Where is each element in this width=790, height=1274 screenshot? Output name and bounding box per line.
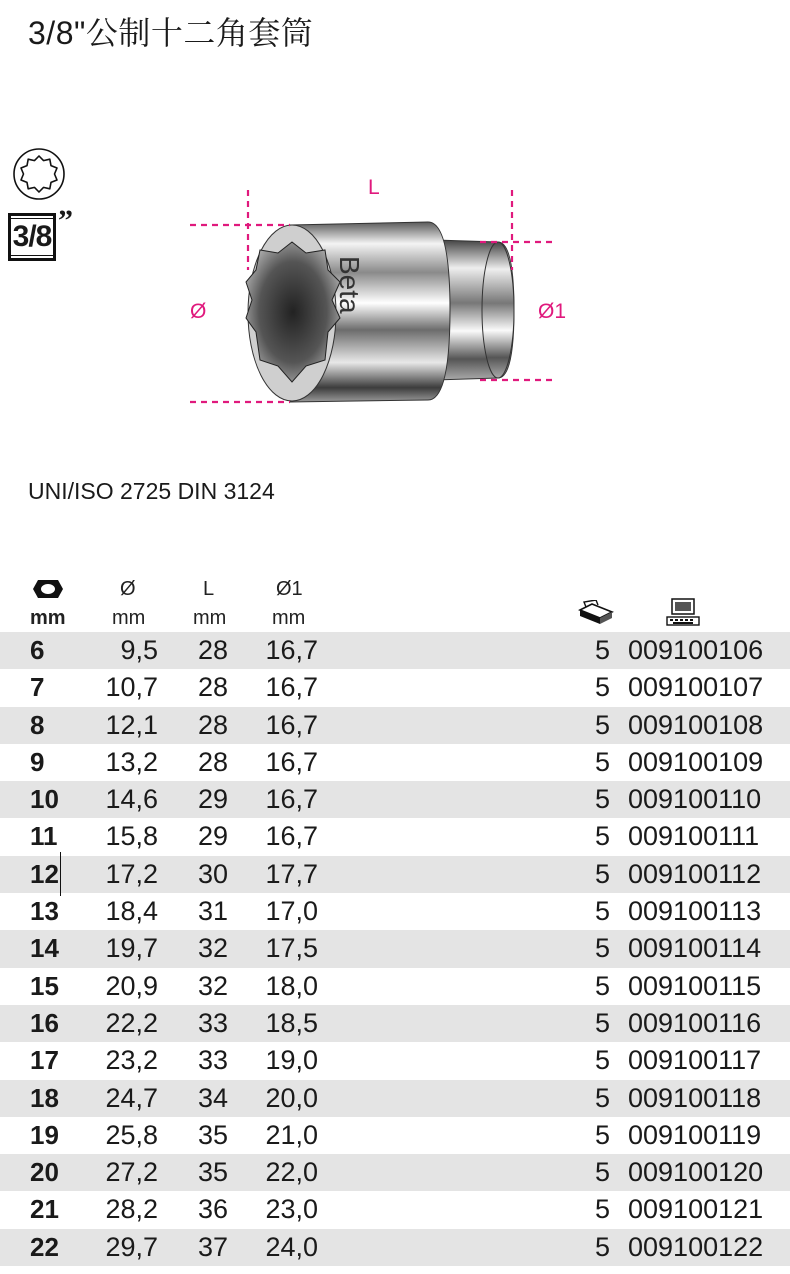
dimension-diameter1-label: Ø1 bbox=[538, 300, 567, 323]
quantity-cell: 5 bbox=[594, 1119, 610, 1150]
diameter-cell: 22,2 bbox=[105, 1007, 158, 1038]
diameter-cell: 18,4 bbox=[105, 896, 158, 927]
diameter1-cell: 17,5 bbox=[265, 933, 318, 964]
length-cell: 28 bbox=[197, 635, 228, 665]
socket-product-image bbox=[180, 170, 560, 420]
length-cell: 30 bbox=[197, 858, 228, 889]
article-code-cell: 009100116 bbox=[628, 1007, 762, 1038]
brand-text: Beta bbox=[334, 256, 365, 314]
diameter-cell: 9,5 bbox=[120, 635, 158, 665]
size-cell: 22 bbox=[30, 1231, 59, 1262]
diameter-cell: 17,2 bbox=[105, 858, 158, 889]
drive-size-badge bbox=[8, 213, 56, 261]
diameter1-cell: 17,7 bbox=[265, 858, 318, 889]
article-code-cell: 009100119 bbox=[628, 1119, 762, 1150]
diameter1-cell: 18,5 bbox=[265, 1007, 318, 1038]
length-cell: 28 bbox=[197, 746, 228, 777]
article-code-cell: 009100117 bbox=[628, 1045, 762, 1076]
standard-reference: UNI/ISO 2725 DIN 3124 bbox=[28, 478, 275, 504]
hex-nut-icon bbox=[32, 578, 64, 600]
package-box-icon bbox=[578, 600, 614, 626]
twelve-point-socket-icon bbox=[12, 147, 66, 201]
length-cell: 32 bbox=[197, 933, 228, 964]
quantity-cell: 5 bbox=[594, 784, 610, 815]
quantity-cell: 5 bbox=[594, 1082, 610, 1113]
quantity-cell: 5 bbox=[594, 1157, 610, 1188]
size-cell: 9 bbox=[30, 746, 45, 777]
quantity-cell: 5 bbox=[594, 933, 610, 964]
article-code-cell: 009100114 bbox=[628, 933, 762, 964]
length-cell: 35 bbox=[197, 1119, 228, 1150]
table-row bbox=[0, 744, 790, 781]
drive-size-label: 3/8 bbox=[10, 218, 55, 256]
length-cell: 33 bbox=[197, 1045, 228, 1076]
table-row bbox=[0, 1042, 790, 1079]
diameter-unit: mm bbox=[112, 607, 146, 629]
quantity-cell: 5 bbox=[594, 1194, 610, 1225]
computer-terminal-icon bbox=[666, 598, 700, 626]
diameter1-cell: 17,0 bbox=[265, 896, 318, 927]
length-cell: 36 bbox=[197, 1194, 228, 1225]
length-cell: 28 bbox=[197, 672, 228, 703]
length-cell: 33 bbox=[197, 1007, 228, 1038]
length-cell: 29 bbox=[197, 821, 228, 852]
length-cell: 29 bbox=[197, 784, 228, 815]
size-cell: 14 bbox=[30, 933, 59, 964]
table-row bbox=[0, 930, 790, 967]
diameter1-cell: 16,7 bbox=[265, 709, 318, 740]
size-cell: 10 bbox=[30, 784, 59, 815]
table-row bbox=[0, 669, 790, 706]
inch-mark: ” bbox=[58, 204, 73, 237]
diameter-cell: 12,1 bbox=[105, 709, 158, 740]
size-cell: 12 bbox=[30, 858, 59, 889]
size-cell: 7 bbox=[30, 672, 45, 703]
article-code-cell: 009100110 bbox=[628, 784, 762, 815]
length-cell: 32 bbox=[197, 970, 228, 1001]
table-row bbox=[0, 856, 790, 893]
socket-spec-table bbox=[0, 632, 790, 1266]
diameter1-cell: 16,7 bbox=[265, 746, 318, 777]
article-code-cell: 009100108 bbox=[628, 709, 764, 740]
table-row bbox=[0, 968, 790, 1005]
table-row bbox=[0, 781, 790, 818]
diameter1-cell: 16,7 bbox=[265, 672, 318, 703]
diameter1-cell: 21,0 bbox=[265, 1119, 318, 1150]
quantity-cell: 5 bbox=[594, 1045, 610, 1076]
table-row bbox=[0, 1154, 790, 1191]
size-cell: 11 bbox=[30, 821, 58, 852]
quantity-cell: 5 bbox=[594, 709, 610, 740]
length-cell: 34 bbox=[197, 1082, 228, 1113]
table-row bbox=[0, 1229, 790, 1266]
size-cell: 20 bbox=[30, 1157, 59, 1188]
diameter1-cell: 19,0 bbox=[265, 1045, 318, 1076]
table-row bbox=[0, 818, 790, 855]
diameter1-cell: 18,0 bbox=[265, 970, 318, 1001]
size-cell: 18 bbox=[30, 1082, 59, 1113]
diameter-cell: 23,2 bbox=[105, 1045, 158, 1076]
article-code-cell: 009100109 bbox=[628, 746, 764, 777]
diameter-cell: 14,6 bbox=[105, 784, 158, 815]
article-code-cell: 009100115 bbox=[628, 970, 762, 1001]
size-cell: 15 bbox=[30, 970, 59, 1001]
diameter-cell: 27,2 bbox=[105, 1157, 158, 1188]
length-cell: 31 bbox=[197, 896, 228, 927]
length-cell: 35 bbox=[197, 1157, 228, 1188]
diameter1-cell: 24,0 bbox=[265, 1231, 318, 1262]
diameter-cell: 29,7 bbox=[105, 1231, 158, 1262]
table-row bbox=[0, 1005, 790, 1042]
table-row bbox=[0, 632, 790, 669]
article-code-cell: 009100121 bbox=[628, 1194, 764, 1225]
diameter1-header: Ø1 bbox=[276, 578, 303, 600]
quantity-cell: 5 bbox=[594, 896, 610, 927]
text-cursor bbox=[60, 852, 61, 896]
page-title: 3/8"公制十二角套筒 bbox=[28, 15, 314, 51]
article-code-cell: 009100112 bbox=[628, 858, 762, 889]
quantity-cell: 5 bbox=[594, 672, 610, 703]
table-row bbox=[0, 893, 790, 930]
length-cell: 37 bbox=[197, 1231, 228, 1262]
diameter1-unit: mm bbox=[272, 607, 306, 629]
article-code-cell: 009100118 bbox=[628, 1082, 762, 1113]
diameter-cell: 10,7 bbox=[105, 672, 158, 703]
quantity-cell: 5 bbox=[594, 1231, 610, 1262]
size-cell: 17 bbox=[30, 1045, 59, 1076]
table-row bbox=[0, 1117, 790, 1154]
diameter-cell: 19,7 bbox=[105, 933, 158, 964]
diameter1-cell: 16,7 bbox=[265, 821, 318, 852]
diameter1-cell: 16,7 bbox=[265, 635, 318, 665]
length-cell: 28 bbox=[197, 709, 228, 740]
diameter1-cell: 16,7 bbox=[265, 784, 318, 815]
size-cell: 13 bbox=[30, 896, 59, 927]
quantity-cell: 5 bbox=[594, 1007, 610, 1038]
dimension-diameter-label: Ø bbox=[190, 300, 207, 323]
size-cell: 6 bbox=[30, 635, 45, 665]
quantity-cell: 5 bbox=[594, 970, 610, 1001]
size-cell: 8 bbox=[30, 709, 45, 740]
table-row bbox=[0, 1080, 790, 1117]
diameter1-cell: 20,0 bbox=[265, 1082, 318, 1113]
table-row bbox=[0, 707, 790, 744]
size-unit: mm bbox=[30, 607, 66, 629]
article-code-cell: 009100113 bbox=[628, 896, 762, 927]
size-cell: 16 bbox=[30, 1007, 59, 1038]
diameter-cell: 28,2 bbox=[105, 1194, 158, 1225]
table-row bbox=[0, 1191, 790, 1228]
quantity-cell: 5 bbox=[594, 746, 610, 777]
diameter-cell: 25,8 bbox=[105, 1119, 158, 1150]
diameter-cell: 15,8 bbox=[105, 821, 158, 852]
diameter-cell: 13,2 bbox=[105, 746, 158, 777]
quantity-cell: 5 bbox=[594, 635, 610, 665]
diameter1-cell: 22,0 bbox=[265, 1157, 318, 1188]
quantity-cell: 5 bbox=[594, 821, 610, 852]
dimension-length-label: L bbox=[368, 176, 380, 199]
diameter-cell: 20,9 bbox=[105, 970, 158, 1001]
length-unit: mm bbox=[193, 607, 227, 629]
quantity-cell: 5 bbox=[594, 858, 610, 889]
size-cell: 21 bbox=[30, 1194, 59, 1225]
size-cell: 19 bbox=[30, 1119, 59, 1150]
length-header: L bbox=[203, 578, 215, 600]
article-code-cell: 009100106 bbox=[628, 635, 764, 665]
diameter-header: Ø bbox=[120, 578, 136, 600]
article-code-cell: 009100111 bbox=[628, 821, 760, 852]
article-code-cell: 009100122 bbox=[628, 1231, 764, 1262]
article-code-cell: 009100120 bbox=[628, 1157, 764, 1188]
diameter1-cell: 23,0 bbox=[265, 1194, 318, 1225]
diameter-cell: 24,7 bbox=[105, 1082, 158, 1113]
article-code-cell: 009100107 bbox=[628, 672, 764, 703]
